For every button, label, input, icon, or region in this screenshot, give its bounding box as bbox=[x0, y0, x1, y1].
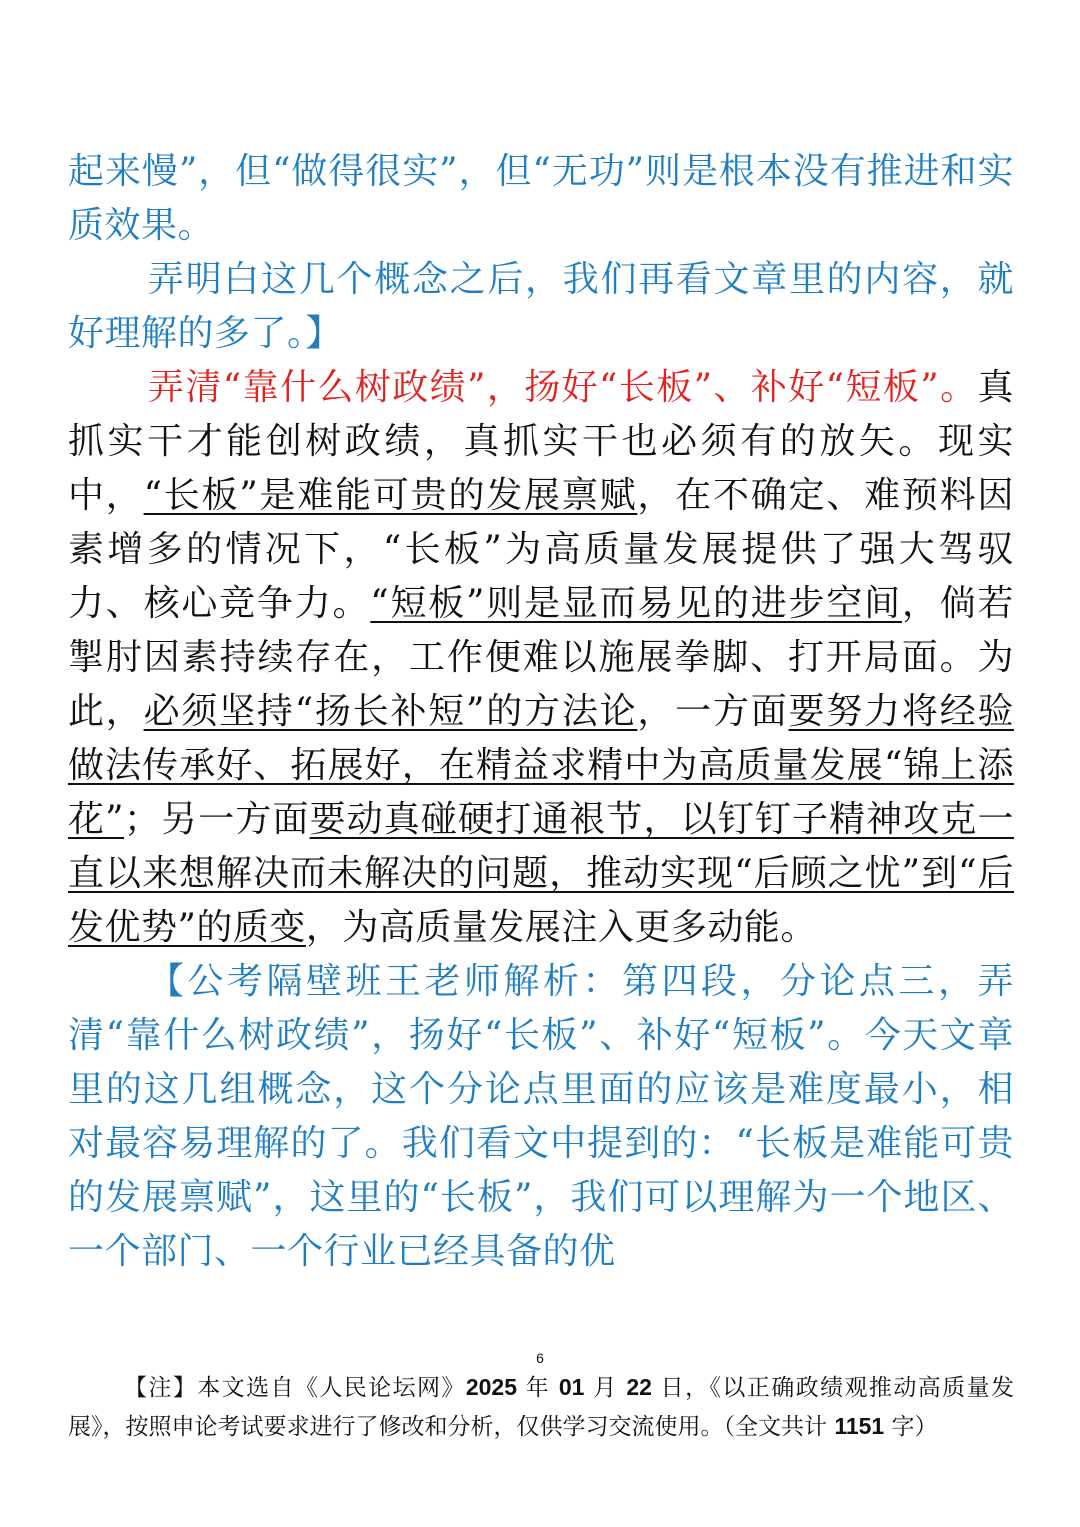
article-text: ，倘若掣肘因素持续存在，工作便难以施展拳脚、打开局面。为此， bbox=[68, 583, 1014, 732]
footnote-text: 【注】本文选自《人民论坛网》 bbox=[124, 1375, 466, 1401]
commentary-paragraph-continued: 起来慢”，但“做得很实”，但“无功”则是根本没有推进和实质效果。 bbox=[68, 151, 1014, 246]
underlined-phrase: “短板”则是显而易见的进步空间 bbox=[370, 583, 902, 624]
underlined-phrase: 要动真碰硬打通裉节，以钉钉子精神攻克一直以来想解决而未解决的问题，推动实现“后顾之忧”到“后发优势”的质变 bbox=[68, 799, 1014, 948]
footnote-text: 年 bbox=[517, 1375, 559, 1401]
article-text: ，在不确定、难预料因素增多的情况下，“长板”为高质量发展提供了强大驾驭力、核心竞争力。 bbox=[68, 475, 1014, 624]
underlined-phrase: “长板”是难能可贵的发展禀赋 bbox=[143, 475, 638, 516]
page-number: 6 bbox=[536, 1350, 544, 1366]
footnote-word-count: 1151 bbox=[834, 1413, 885, 1439]
underlined-phrase: 必须坚持“扬长补短”的方法论 bbox=[143, 691, 638, 732]
commentary-paragraph-conclusion: 弄明白这几个概念之后，我们再看文章里的内容，就好理解的多了。】 bbox=[68, 259, 1014, 354]
article-text: ，一方面 bbox=[637, 691, 789, 732]
article-paragraph-4 bbox=[68, 361, 1014, 955]
footnote-year: 2025 bbox=[465, 1374, 518, 1400]
underlined-phrase: 要努力将经验做法传承好、拓展好，在精益求精中为高质量发展“锦上添花” bbox=[68, 691, 1014, 840]
article-text: ，为高质量发展注入更多动能。 bbox=[305, 907, 817, 948]
footnote-day: 22 bbox=[626, 1374, 652, 1400]
commentary-paragraph: 【公考隔壁班王老师解析：第四段，分论点三，弄清“靠什么树政绩”，扬好“长板”、补好“短板”。今天文章里的这几组概念，这个分论点里面的应该是难度最小，相对最容易理解的了。我们看文中提到的：“长板是难能可贵的发展禀赋”，这里的“长板”，我们可以理解为一个地区、一个部门、一个行业已经具备的优 bbox=[68, 961, 1014, 1272]
subpoint-heading: 弄清“靠什么树政绩”，扬好“长板”、补好“短板”。 bbox=[148, 367, 978, 408]
footnote-text: 字） bbox=[884, 1414, 938, 1440]
footnote-text: 月 bbox=[584, 1375, 627, 1401]
footnote bbox=[68, 1368, 1014, 1446]
article-text: 真抓实干才能创树政绩，真抓实干也必须有的放矢。现实中， bbox=[68, 367, 1014, 516]
document-body bbox=[68, 145, 1014, 1279]
footnote-month: 01 bbox=[558, 1374, 585, 1400]
article-text: ；另一方面 bbox=[124, 799, 310, 840]
footnote-text: 日，《以正确政绩观推动高质量发展》，按照申论考试要求进行了修改和分析，仅供学习交流使用。（全文共计 bbox=[68, 1375, 1015, 1440]
